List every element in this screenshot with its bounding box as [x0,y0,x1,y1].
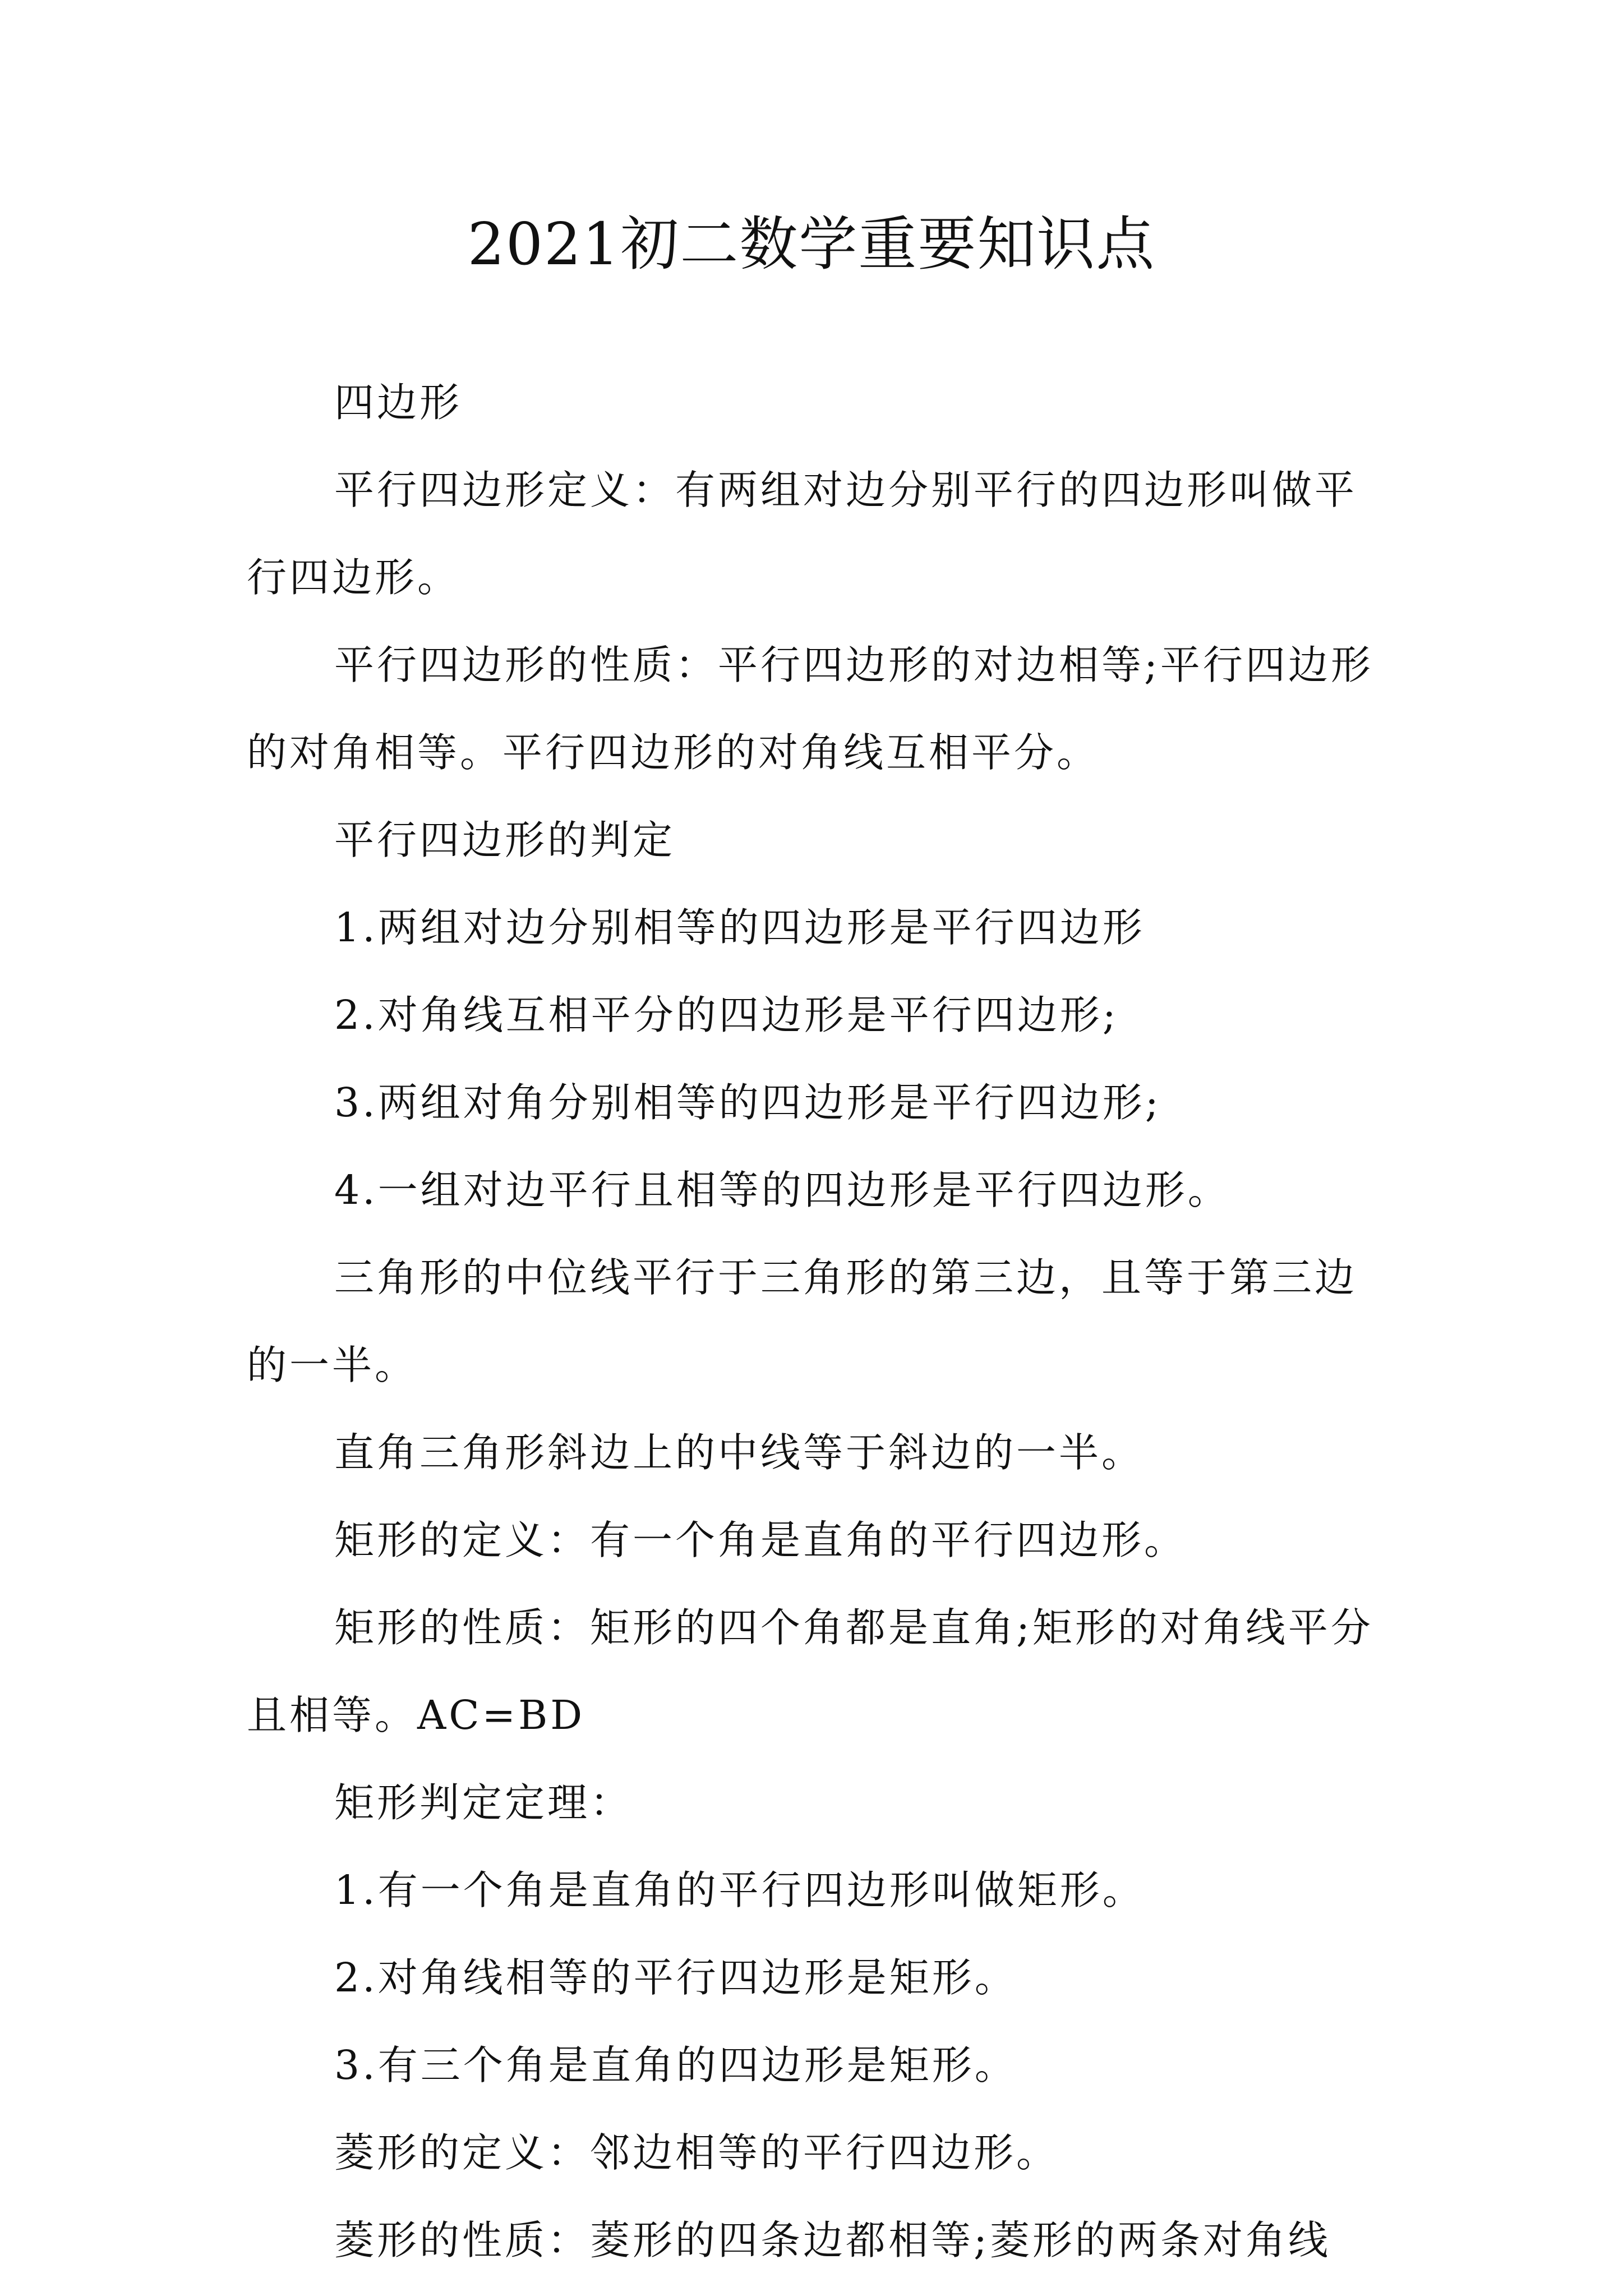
paragraph-criterion-1: 1.两组对边分别相等的四边形是平行四边形 [334,904,1145,951]
paragraph-rectangle-definition: 矩形的定义：有一个角是直角的平行四边形。 [334,1517,1187,1563]
paragraph-rectangle-properties: 矩形的性质：矩形的四个角都是直角;矩形的对角线平分且相等。AC=BD [247,1604,1373,1738]
paragraph-parallelogram-definition: 平行四边形定义：有两组对边分别平行的四边形叫做平行四边形。 [247,467,1358,601]
paragraph-rhombus-definition: 菱形的定义：邻边相等的平行四边形。 [334,2129,1059,2176]
document-body [247,359,1396,2284]
paragraph-parallelogram-properties: 平行四边形的性质：平行四边形的对边相等;平行四边形的对角相等。平行四边形的对角线互相平分。 [247,642,1373,776]
paragraph-rectangle-theorems-heading: 矩形判定定理： [334,1779,633,1826]
paragraph-rectangle-theorem-1: 1.有一个角是直角的平行四边形叫做矩形。 [334,1867,1145,1913]
paragraph-parallelogram-criteria-heading: 平行四边形的判定 [334,817,676,863]
paragraph-criterion-4: 4.一组对边平行且相等的四边形是平行四边形。 [334,1167,1230,1213]
paragraph-rhombus-properties: 菱形的性质：菱形的四条边都相等;菱形的两条对角线 [334,2217,1331,2263]
paragraph-criterion-3: 3.两组对角分别相等的四边形是平行四边形; [334,1079,1161,1126]
paragraph-rectangle-theorem-3: 3.有三个角是直角的四边形是矩形。 [334,2042,1017,2088]
document-title: 2021初二数学重要知识点 [467,210,1156,278]
paragraph-rectangle-theorem-2: 2.对角线相等的平行四边形是矩形。 [334,1954,1017,2001]
paragraph-triangle-midline: 三角形的中位线平行于三角形的第三边，且等于第三边的一半。 [247,1254,1358,1388]
paragraph-criterion-2: 2.对角线互相平分的四边形是平行四边形; [334,992,1119,1038]
paragraph-right-triangle-median: 直角三角形斜边上的中线等于斜边的一半。 [334,1429,1145,1476]
paragraph-heading-quadrilateral: 四边形 [334,379,463,426]
